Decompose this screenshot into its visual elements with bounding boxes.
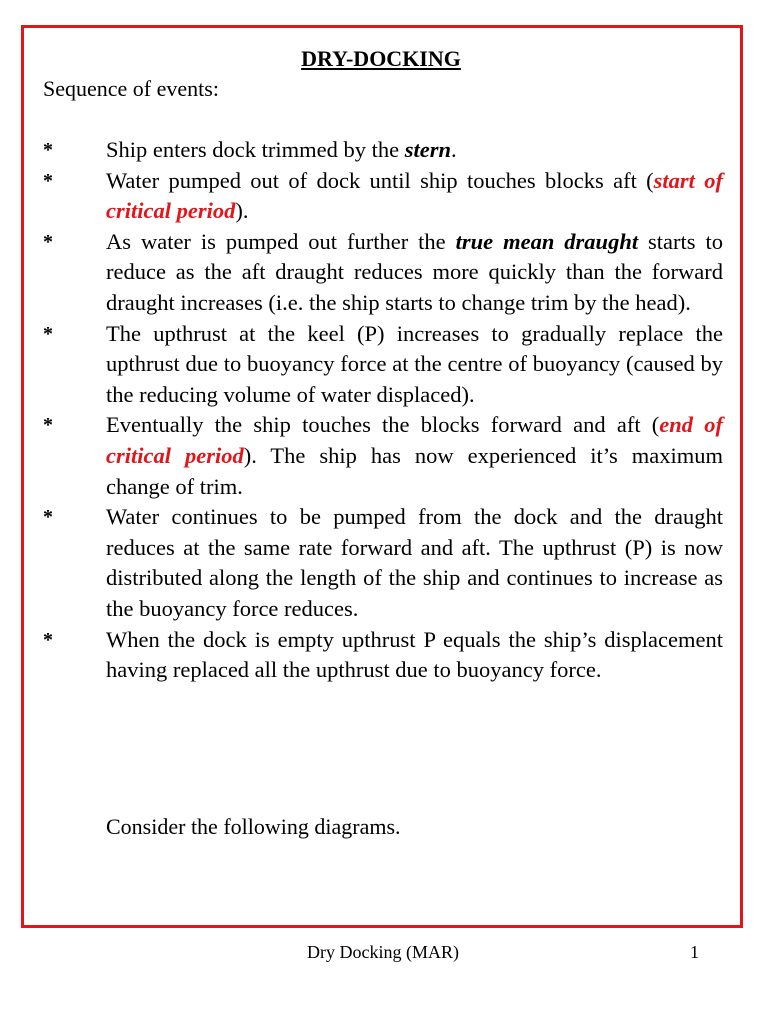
bullet-marker: *	[43, 230, 53, 253]
bullet-text-segment: ). The ship has now experienced it’s maximum change of trim.	[106, 442, 723, 499]
bullet-text-segment: The upthrust at the keel (P) increases to gradually replace the upthrust due to buoyancy force at the centre of buoyancy (caused by the reducing volume of water displaced).	[106, 320, 723, 407]
bullet-text-segment: Eventually the ship touches the blocks forward and aft (	[106, 412, 660, 438]
bullet-text-segment: As water is pumped out further the	[106, 228, 456, 254]
bullet-marker: *	[43, 169, 53, 192]
emphasis-start-critical-period: start of critical period	[106, 167, 723, 224]
emphasis-true-mean-draught: true mean draught	[455, 228, 639, 254]
footer-title: Dry Docking (MAR)	[307, 942, 459, 962]
bullet-text	[106, 502, 723, 624]
bullet-text	[106, 135, 723, 166]
bullet-text-segment: ).	[235, 198, 249, 224]
bullet-text-segment: Ship enters dock trimmed by the	[106, 137, 405, 162]
bullet-item	[43, 166, 723, 227]
page-title: DRY-DOCKING	[301, 46, 461, 71]
page-number: 1	[690, 942, 699, 962]
bullet-text-segment: When the dock is empty upthrust P equals the ship’s displacement having replaced all the upthrust due to buoyancy force.	[106, 626, 723, 683]
bullet-item	[43, 319, 723, 411]
bullet-text-segment: Water continues to be pumped from the dock and the draught reduces at the same rate forward and aft. The upthrust (P) is now distributed along the length of the ship and continues to increase as the buoyancy force reduces.	[106, 504, 723, 621]
bullet-text	[106, 625, 723, 686]
bullet-text-segment: .	[450, 137, 457, 162]
emphasis-end-critical-period: end of critical period	[106, 412, 723, 468]
bullet-marker: *	[43, 506, 53, 529]
bullet-text	[106, 166, 723, 227]
bullet-text	[106, 410, 723, 502]
bullet-text	[106, 227, 723, 319]
bullet-marker: *	[43, 322, 53, 345]
bullet-marker: *	[43, 139, 53, 161]
bullet-text	[106, 319, 723, 411]
bullet-text-segment: Water pumped out of dock until ship touches blocks aft (	[106, 167, 654, 193]
bullet-list	[43, 135, 723, 686]
bullet-text-segment: starts to reduce as the aft draught reduces more quickly than the forward draught increases (i.e. the ship starts to change trim by the head).	[106, 228, 724, 315]
bullet-item	[43, 227, 723, 319]
bullet-marker: *	[43, 414, 53, 437]
bullet-marker: *	[43, 628, 53, 651]
bullet-item	[43, 135, 723, 166]
bullet-item	[43, 625, 723, 686]
sequence-intro: Sequence of events:	[43, 76, 219, 101]
bullet-item	[43, 502, 723, 624]
emphasis-stern: stern	[404, 137, 451, 162]
bullet-item	[43, 410, 723, 502]
closing-text: Consider the following diagrams.	[106, 814, 401, 839]
